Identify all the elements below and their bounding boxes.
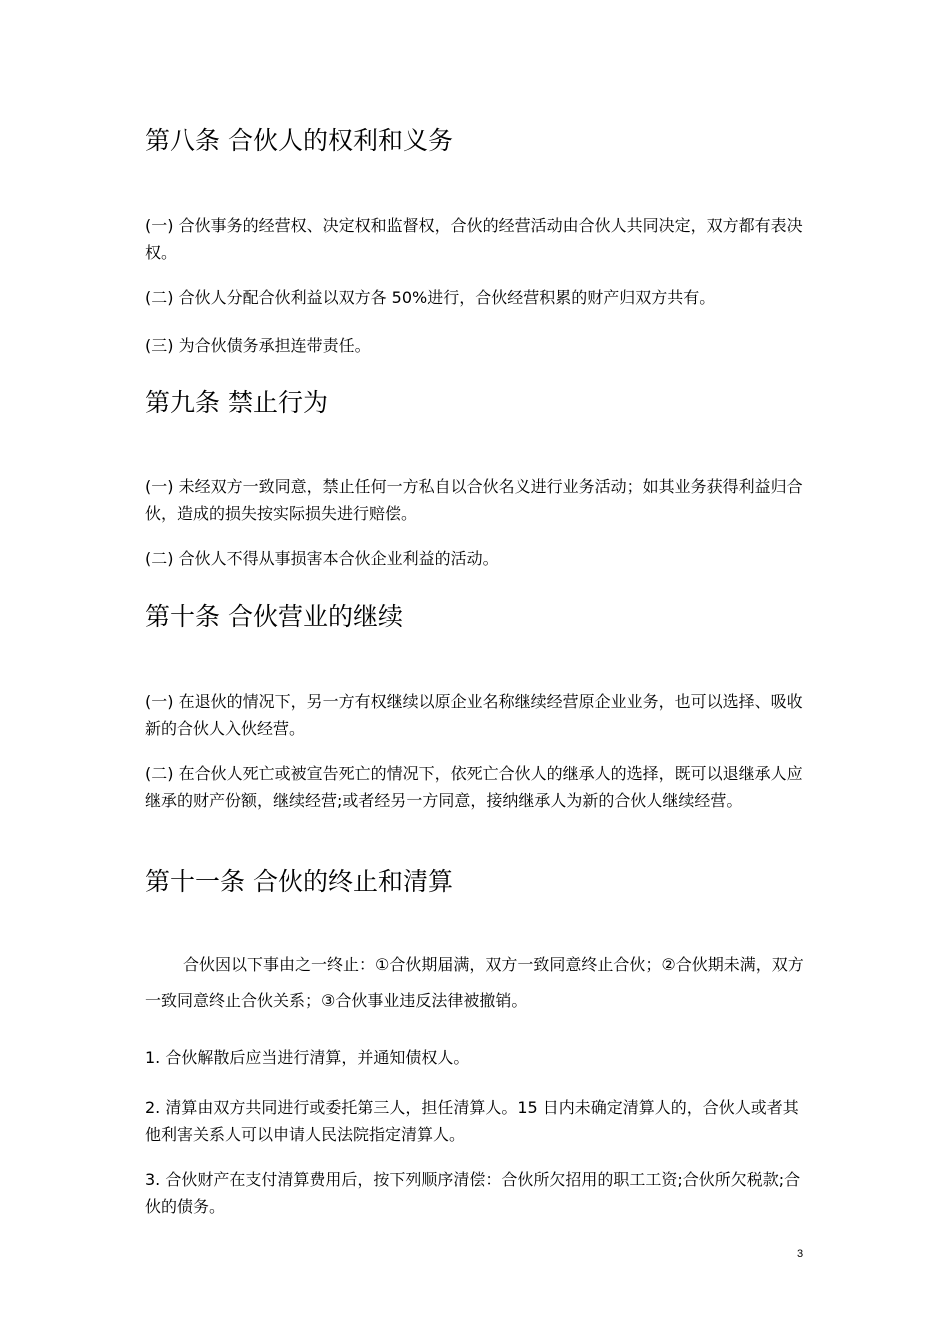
section-heading-9: 第九条 禁止行为 [145,388,328,417]
section-heading-11: 第十一条 合伙的终止和清算 [145,867,453,896]
paragraph-11-2: 2. 清算由双方共同进行或委托第三人，担任清算人。15 日内未确定清算人的，合伙人或者其他利害关系人可以申请人民法院指定清算人。 [145,1098,799,1144]
paragraph-11-3: 3. 合伙财产在支付清算费用后，按下列顺序清偿：合伙所欠招用的职工工资;合伙所欠税款;合伙的债务。 [145,1170,801,1216]
paragraph-9-2: (二) 合伙人不得从事损害本合伙企业利益的活动。 [145,549,499,568]
paragraph-8-2: (二) 合伙人分配合伙利益以双方各 50%进行，合伙经营积累的财产归双方共有。 [145,288,716,307]
page-number: 3 [797,1248,804,1260]
section-heading-8: 第八条 合伙人的权利和义务 [145,126,453,155]
paragraph-10-2: (二) 在合伙人死亡或被宣告死亡的情况下，依死亡合伙人的继承人的选择，既可以退继承人应继承的财产份额，继续经营;或者经另一方同意，接纳继承人为新的合伙人继续经营。 [145,764,803,810]
paragraph-10-1: (一) 在退伙的情况下，另一方有权继续以原企业名称继续经营原企业业务，也可以选择、吸收新的合伙人入伙经营。 [145,692,803,738]
paragraph-8-3: (三) 为合伙债务承担连带责任。 [145,336,371,355]
paragraph-11-1: 1. 合伙解散后应当进行清算，并通知债权人。 [145,1048,470,1067]
paragraph-8-1: (一) 合伙事务的经营权、决定权和监督权，合伙的经营活动由合伙人共同决定，双方都有表决权。 [145,216,803,262]
paragraph-11-intro: 合伙因以下事由之一终止：①合伙期届满，双方一致同意终止合伙；②合伙期未满，双方一致同意终止合伙关系；③合伙事业违反法律被撤销。 [145,955,804,1010]
section-heading-10: 第十条 合伙营业的继续 [145,602,403,631]
paragraph-9-1: (一) 未经双方一致同意，禁止任何一方私自以合伙名义进行业务活动；如其业务获得利益归合伙，造成的损失按实际损失进行赔偿。 [145,477,803,523]
